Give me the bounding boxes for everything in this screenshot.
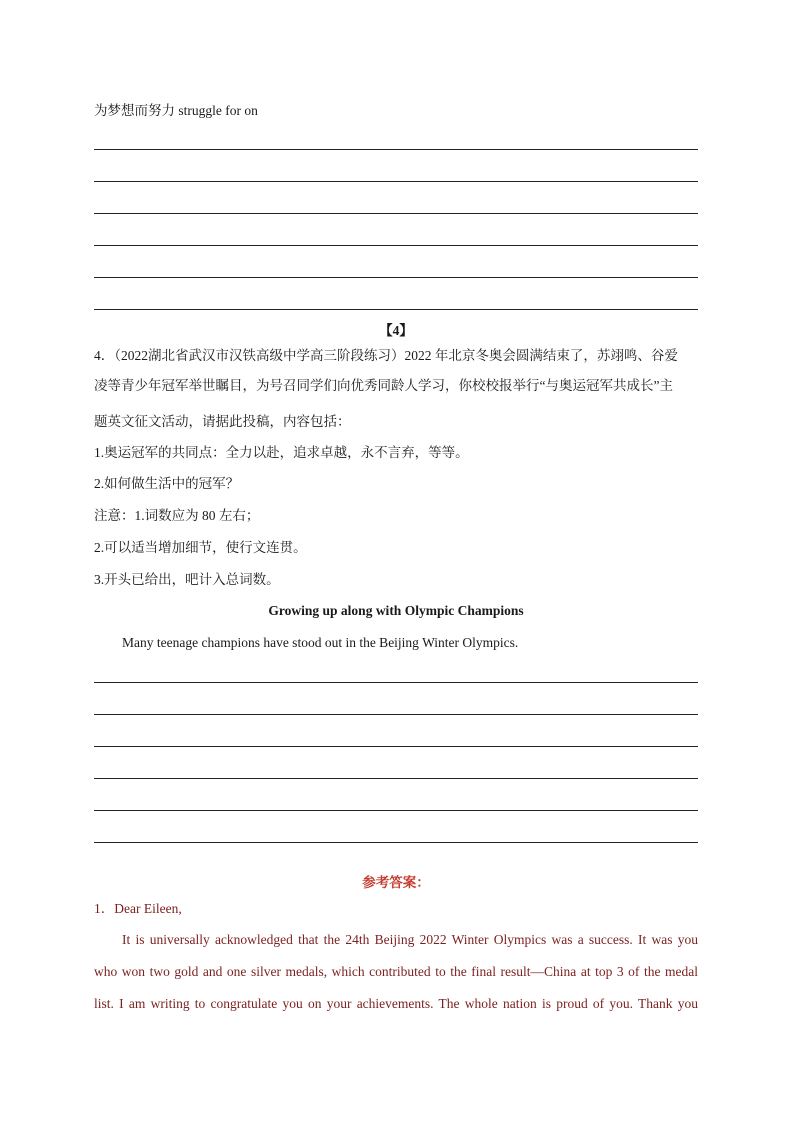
- writing-line: [94, 714, 698, 715]
- phrase-line: 为梦想而努力 struggle for on: [94, 103, 258, 118]
- answer-line-1: It is universally acknowledged that the 24th Beijing 2022 Winter Olympics was a success. It was you: [122, 932, 698, 947]
- note-2: 2.可以适当增加细节，使行文连贯。: [94, 540, 307, 555]
- question-line-1: 4．（2022湖北省武汉市汉铁高级中学高三阶段练习）2022 年北京冬奥会圆满结束了，苏翊鸣、谷爱: [94, 348, 678, 363]
- answer-greeting: 1．Dear Eileen,: [94, 901, 182, 916]
- writing-line: [94, 245, 698, 246]
- content-point-2: 2.如何做生活中的冠军？: [94, 476, 240, 491]
- answer-heading: 参考答案：: [362, 875, 430, 890]
- writing-line: [94, 309, 698, 310]
- writing-line: [94, 746, 698, 747]
- writing-line: [94, 181, 698, 182]
- writing-line: [94, 213, 698, 214]
- writing-line: [94, 277, 698, 278]
- writing-line: [94, 778, 698, 779]
- note-3: 3.开头已给出，吧计入总词数。: [94, 572, 280, 587]
- writing-line: [94, 810, 698, 811]
- writing-line: [94, 682, 698, 683]
- answer-line-2: who won two gold and one silver medals, which contributed to the final result—China at top 3 of the medal: [94, 964, 698, 979]
- section-marker: 【4】: [379, 323, 413, 338]
- content-point-1: 1.奥运冠军的共同点：全力以赴，追求卓越，永不言弃，等等。: [94, 445, 469, 460]
- essay-title: Growing up along with Olympic Champions: [268, 603, 524, 618]
- question-line-3: 题英文征文活动，请据此投稿，内容包括：: [94, 414, 351, 429]
- essay-opening: Many teenage champions have stood out in the Beijing Winter Olympics.: [122, 635, 519, 650]
- question-line-2: 凌等青少年冠军举世瞩目，为号召同学们向优秀同龄人学习，你校校报举行“与奥运冠军共成长”主: [94, 378, 673, 393]
- writing-line: [94, 842, 698, 843]
- answer-line-3: list. I am writing to congratulate you on your achievements. The whole nation is proud of you. Thank you: [94, 996, 698, 1011]
- note-1: 注意：1.词数应为 80 左右；: [94, 508, 260, 523]
- writing-line: [94, 149, 698, 150]
